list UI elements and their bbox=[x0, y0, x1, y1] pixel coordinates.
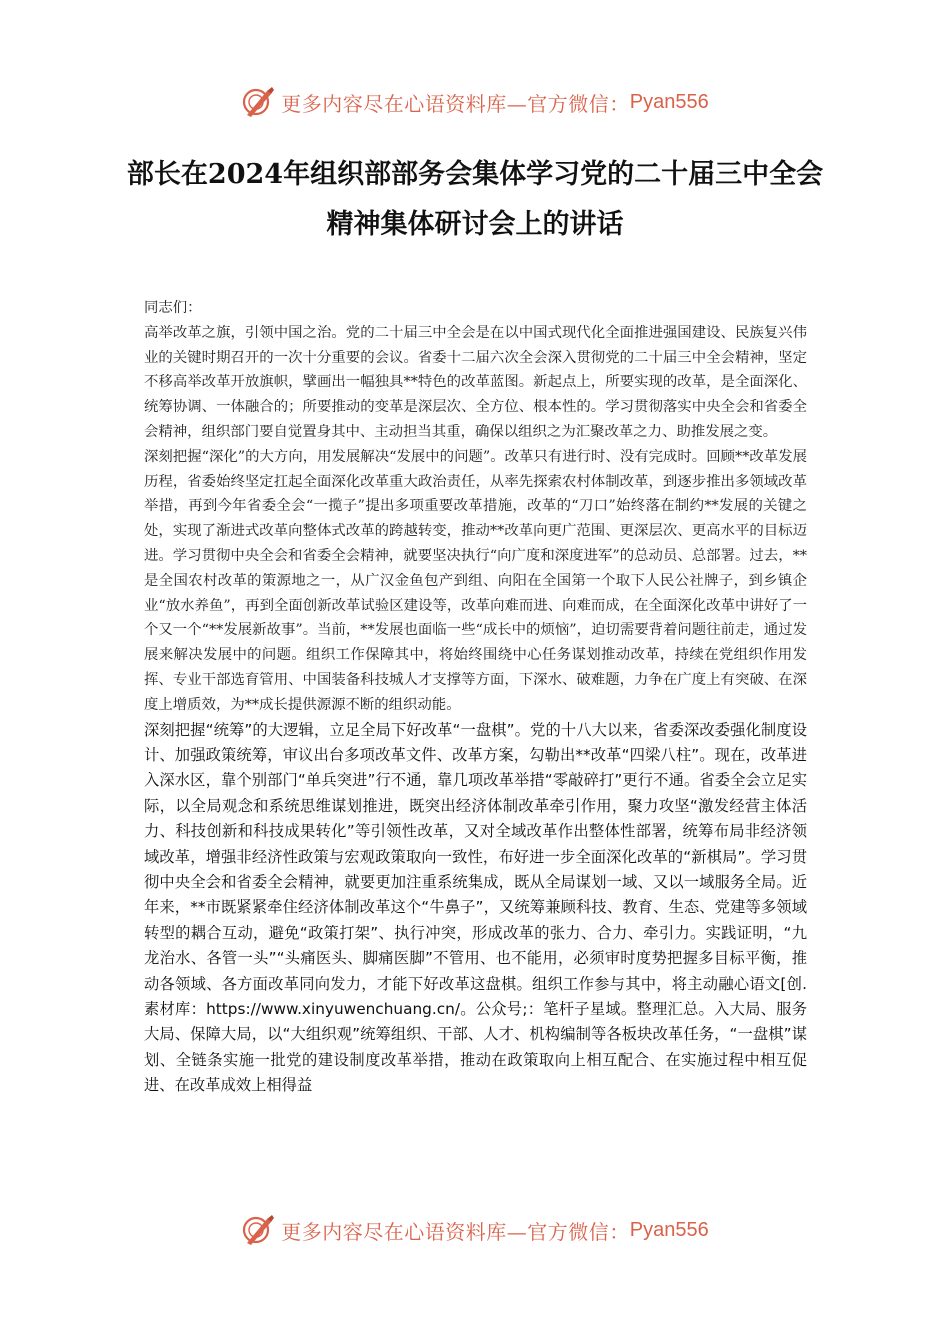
document-title: 部长在2024年组织部部务会集体学习党的二十届三中全会精神集体研讨会上的讲话 bbox=[126, 159, 824, 240]
pen-logo-icon bbox=[241, 1213, 275, 1247]
banner-wechat-id: Pyan556 bbox=[629, 90, 709, 113]
pen-logo-icon bbox=[241, 85, 275, 119]
banner-wechat-id: Pyan556 bbox=[629, 1218, 709, 1241]
footer-banner bbox=[0, 1210, 950, 1250]
paragraph-3: 深刻把握“统筹”的大逻辑，立足全局下好改革“一盘棋”。党的十八大以来，省委深改委强化制度设计、加强政策统筹，审议出台多项改革文件、改革方案，勾勒出**改革“四梁八柱”。现在，改革进入深水区，靠个别部门“单兵突进”行不通，靠几项改革举措“零敲碎打”更行不通。省委全会立足实际，以全局观念和系统思维谋划推进，既突出经济体制改革牵引作用，聚力攻坚“激发经营主体活力、科技创新和科技成果转化”等引领性改革，又对全域改革作出整体性部署，统筹布局非经济领域改革，增强非经济性政策与宏观政策取向一致性，布好进一步全面深化改革的“新棋局”。学习贯彻中央全会和省委全会精神，就要更加注重系统集成，既从全局谋划一域、又以一域服务全局。近年来，**市既紧紧牵住经济体制改革这个“牛鼻子”，又统筹兼顾科技、教育、生态、党建等多领域转型的耦合互动，避免“政策打架”、执行冲突，形成改革的张力、合力、牵引力。实践证明，“九龙治水、各管一头”“头痛医头、脚痛医脚”不管用、也不能用，必须审时度势把握多目标平衡，推动各领域、各方面改革同向发力，才能下好改革这盘棋。组织工作参与其中，将主动融心语文[创.素材库：https://www.xinyuwenchuang.cn/。公众号;：笔杆子星域。整理汇总。入大局、服务大局、保障大局，以“大组织观”统筹组织、干部、人才、机构编制等各板块改革任务，“一盘棋”谋划、全链条实施一批党的建设制度改革举措，推动在政策取向上相互配合、在实施过程中相互促进、在改革成效上相得益 bbox=[144, 720, 807, 1095]
paragraph-1: 高举改革之旗，引领中国之治。党的二十届三中全会是在以中国式现代化全面推进强国建设、民族复兴伟业的关键时期召开的一次十分重要的会议。省委十二届六次全会深入贯彻党的二十届三中全会精神，坚定不移高举改革开放旗帜，擘画出一幅独具**特色的改革蓝图。新起点上，所要实现的改革，是全面深化、统筹协调、一体融合的；所要推动的变革是深层次、全方位、根本性的。学习贯彻落实中央全会和省委全会精神，组织部门要自觉置身其中、主动担当其重，确保以组织之为汇聚改革之力、助推发展之变。 bbox=[144, 324, 807, 440]
document-body bbox=[144, 296, 807, 1099]
header-banner bbox=[0, 82, 950, 122]
banner-text: 更多内容尽在心语资料库—官方微信： bbox=[281, 91, 630, 116]
salutation: 同志们： bbox=[144, 300, 202, 316]
paragraph-2: 深刻把握“深化”的大方向，用发展解决“发展中的问题”。改革只有进行时、没有完成时。回顾**改革发展历程，省委始终坚定扛起全面深化改革重大政治责任，从率先探索农村体制改革，到逐步推出多领域改革举措，再到今年省委全会“一揽子”提出多项重要改革措施，改革的“刀口”始终落在制约**发展的关键之处，实现了渐进式改革向整体式改革的跨越转变，推动**改革向更广范围、更深层次、更高水平的目标迈进。学习贯彻中央全会和省委全会精神，就要坚决执行“向广度和深度进军”的总动员、总部署。过去，**是全国农村改革的策源地之一，从广汉金鱼包产到组、向阳在全国第一个取下人民公社牌子，到乡镇企业“放水养鱼”，再到全面创新改革试验区建设等，改革向难而进、向难而成，在全面深化改革中讲好了一个又一个“**发展新故事”。当前，**发展也面临一些“成长中的烦恼”，迫切需要背着问题往前走，通过发展来解决发展中的问题。组织工作保障其中，将始终围绕中心任务谋划推动改革，持续在党组织作用发挥、专业干部选育管用、中国装备科技城人才支撑等方面，下深水、破难题，力争在广度上有突破、在深度上增质效，为**成长提供源源不断的组织动能。 bbox=[144, 448, 807, 713]
banner-text: 更多内容尽在心语资料库—官方微信： bbox=[281, 1219, 630, 1244]
